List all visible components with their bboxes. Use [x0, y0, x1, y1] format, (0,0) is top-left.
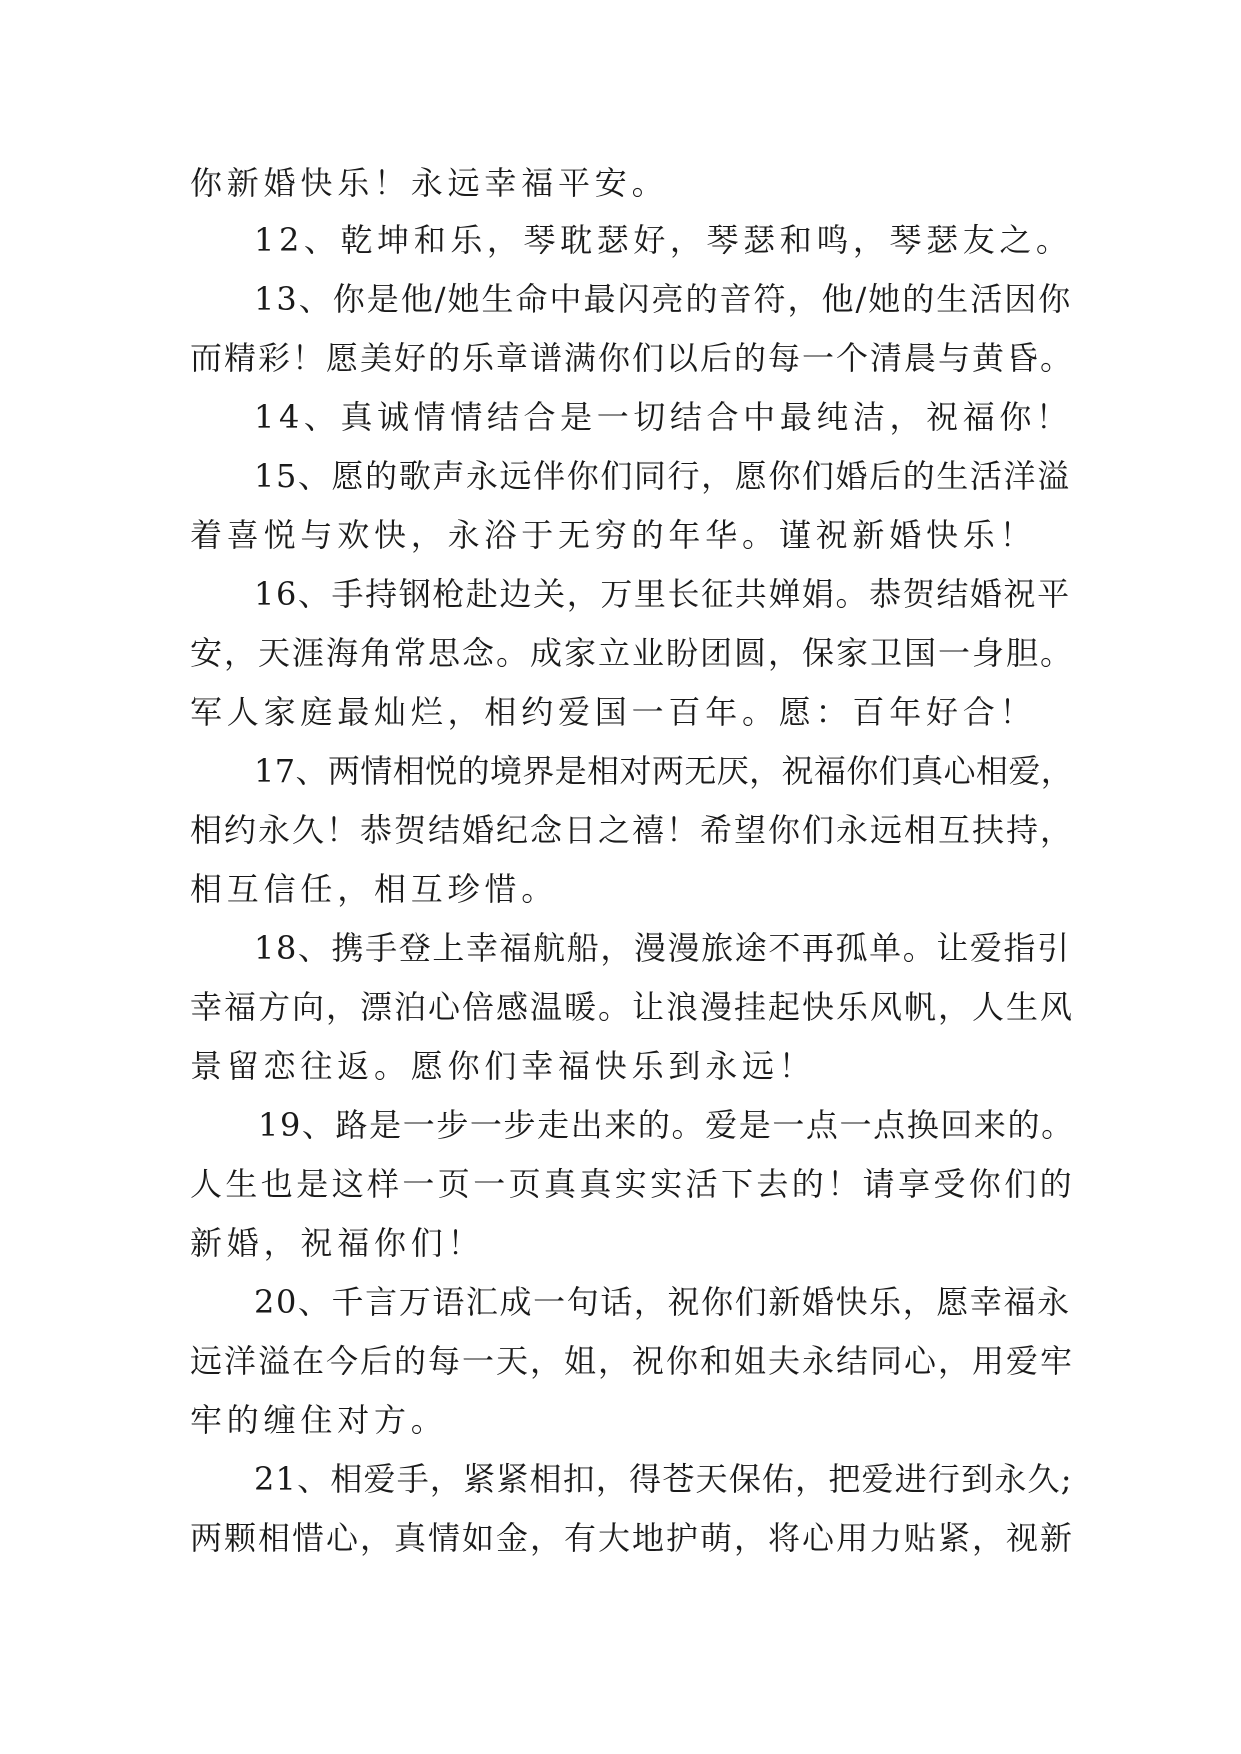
text-line: 着喜悦与欢快，永浴于无穷的年华。谨祝新婚快乐！ — [190, 516, 1037, 554]
text-line: 21、相爱手，紧紧相扣，得苍天保佑，把爱进行到永久; — [254, 1460, 1073, 1498]
text-line: 15、愿的歌声永远伴你们同行，愿你们婚后的生活洋溢 — [254, 457, 1071, 495]
text-line: 相互信任，相互珍惜。 — [190, 870, 559, 908]
text-line: 军人家庭最灿烂，相约爱国一百年。愿：百年好合！ — [190, 693, 1037, 731]
text-line: 新婚，祝福你们！ — [190, 1224, 485, 1262]
text-line: 13、你是他/她生命中最闪亮的音符，他/她的生活因你 — [254, 280, 1073, 318]
text-line: 牢的缠住对方。 — [190, 1401, 448, 1439]
text-line: 16、手持钢枪赴边关，万里长征共婵娟。恭贺结婚祝平 — [254, 575, 1071, 613]
text-line: 相约永久！恭贺结婚纪念日之禧！希望你们永远相互扶持， — [190, 811, 1075, 849]
text-line: 17、两情相悦的境界是相对两无厌，祝福你们真心相爱， — [254, 752, 1074, 790]
text-line: 18、携手登上幸福航船，漫漫旅途不再孤单。让爱指引 — [254, 929, 1071, 967]
text-line: 景留恋往返。愿你们幸福快乐到永远！ — [190, 1047, 816, 1085]
text-line: 19、路是一步一步走出来的。爱是一点一点换回来的。 — [258, 1106, 1075, 1144]
text-line: 20、千言万语汇成一句话，祝你们新婚快乐，愿幸福永 — [254, 1283, 1071, 1321]
text-line: 而精彩！愿美好的乐章谱满你们以后的每一个清晨与黄昏。 — [190, 339, 1075, 377]
text-line: 安，天涯海角常思念。成家立业盼团圆，保家卫国一身胆。 — [190, 634, 1075, 672]
text-line: 你新婚快乐！永远幸福平安。 — [190, 164, 669, 202]
text-line: 14、真诚情情结合是一切结合中最纯洁，祝福你！ — [254, 398, 1073, 436]
text-line: 两颗相惜心，真情如金，有大地护萌，将心用力贴紧，视新 — [190, 1519, 1075, 1557]
text-line: 幸福方向，漂泊心倍感温暖。让浪漫挂起快乐风帆，人生风 — [190, 988, 1075, 1026]
text-line: 12、乾坤和乐，琴耽瑟好，琴瑟和鸣，琴瑟友之。 — [254, 221, 1073, 259]
text-line: 人生也是这样一页一页真真实实活下去的！请享受你们的 — [190, 1165, 1076, 1203]
text-line: 远洋溢在今后的每一天，姐，祝你和姐夫永结同心，用爱牢 — [190, 1342, 1075, 1380]
